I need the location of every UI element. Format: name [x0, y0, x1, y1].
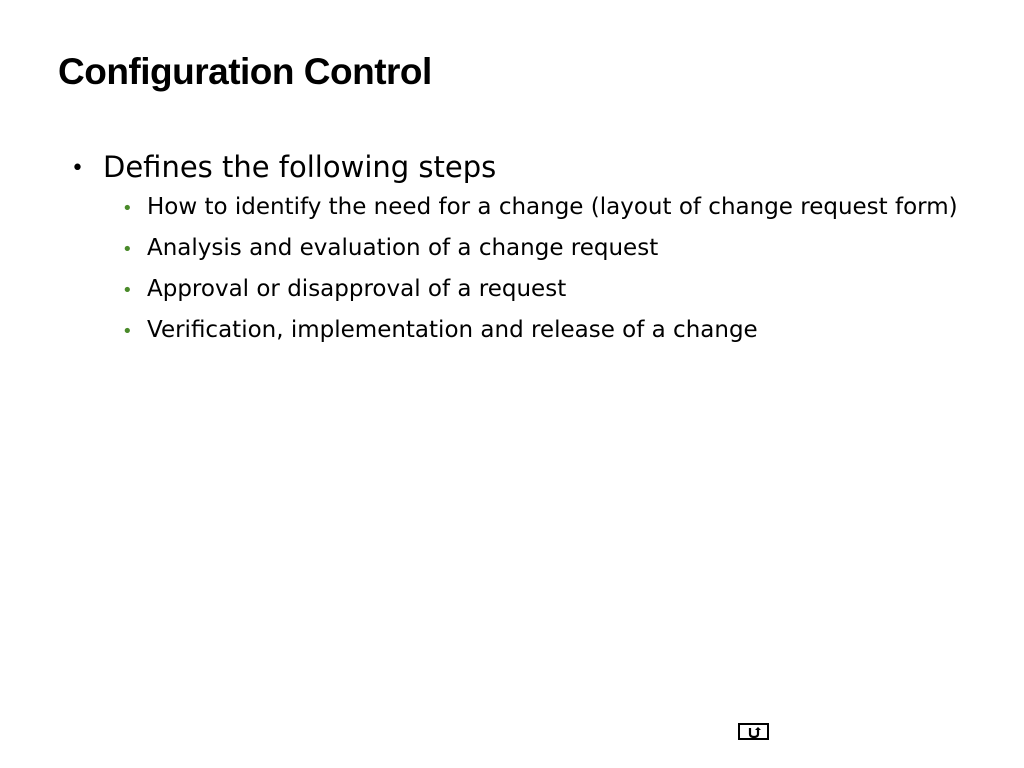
return-arrow-icon: [747, 726, 761, 738]
sub-bullet-item: [122, 234, 971, 263]
bullet-item: [71, 147, 971, 187]
sub-bullet-list: [71, 193, 971, 345]
sub-bullet-item: [122, 316, 971, 345]
sub-bullet-item: [122, 275, 971, 304]
bullet-marker: •: [71, 156, 84, 181]
sub-bullet-text: Approval or disapproval of a request: [147, 276, 567, 302]
bullet-text: Defines the following steps: [103, 150, 497, 184]
sub-bullet-text: Verification, implementation and release of a change: [147, 317, 758, 343]
sub-bullet-item: [122, 193, 971, 222]
bullet-list: [71, 147, 971, 357]
slide-title: Configuration Control: [58, 51, 432, 92]
sub-bullet-text: How to identify the need for a change (layout of change request form): [147, 194, 958, 220]
sub-bullet-marker: •: [122, 239, 133, 260]
return-button[interactable]: [738, 723, 769, 740]
sub-bullet-marker: •: [122, 198, 133, 219]
sub-bullet-marker: •: [122, 321, 133, 342]
sub-bullet-marker: •: [122, 280, 133, 301]
sub-bullet-text: Analysis and evaluation of a change request: [147, 235, 659, 261]
